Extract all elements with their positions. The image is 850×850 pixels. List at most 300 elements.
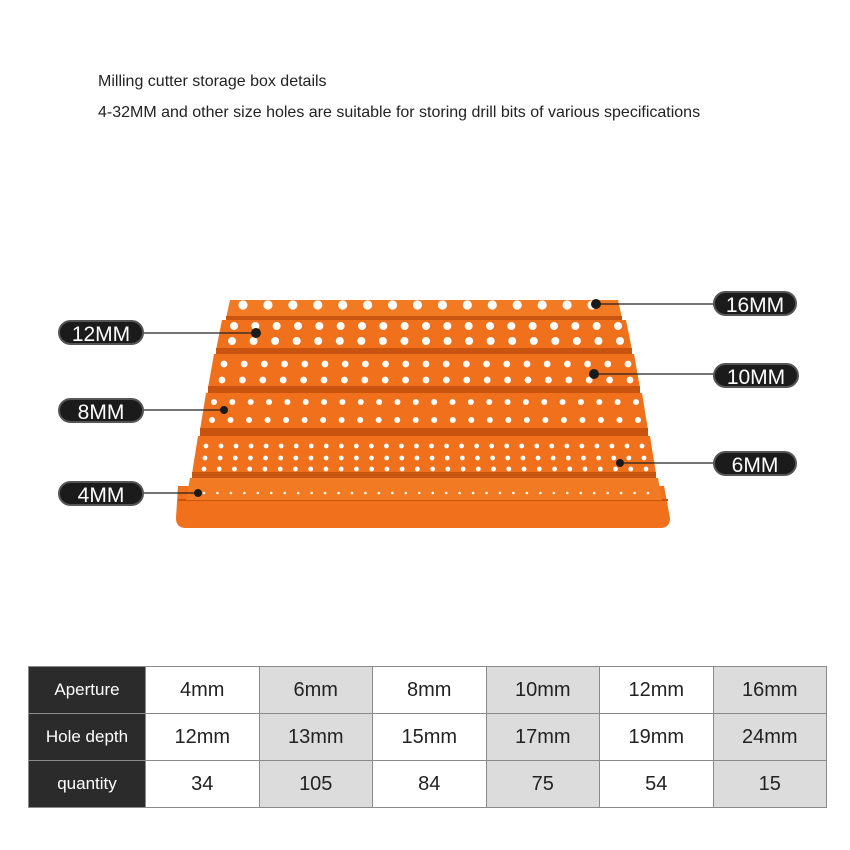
tray-hole [357, 417, 363, 423]
tray-hole [625, 361, 632, 368]
table-cell: 34 [146, 761, 260, 808]
tray-hole [218, 456, 223, 461]
tray-hole [230, 322, 238, 330]
tray-hole [443, 361, 450, 368]
tray-hole [376, 417, 382, 423]
tray-hole [565, 377, 572, 384]
tray-hole [281, 361, 288, 368]
tray-hole [584, 361, 591, 368]
callout-4mm: 4MM [58, 481, 144, 506]
tray-hole [202, 467, 207, 472]
tray-hole [250, 337, 258, 345]
tray-hole [524, 417, 530, 423]
tray-hole [415, 456, 420, 461]
tray-hole [593, 492, 596, 495]
tray-hole [422, 322, 430, 330]
tray-hole [284, 399, 290, 405]
tray-hole [542, 417, 548, 423]
tray-hole [280, 377, 287, 384]
table-cell: 15 [713, 761, 827, 808]
tray-hole [313, 300, 322, 309]
tray-hole [324, 467, 329, 472]
tray-hole [369, 456, 374, 461]
tray-hole [635, 417, 641, 423]
tray-hole [204, 444, 209, 449]
marker-12mm [251, 328, 261, 338]
tray-hole [369, 467, 374, 472]
marker-16mm [591, 299, 601, 309]
tray-hole [221, 361, 228, 368]
tray-hole [341, 377, 348, 384]
table-row-aperture [29, 667, 827, 714]
tray-hole [523, 399, 529, 405]
tray-hole [219, 444, 224, 449]
tray-hole [564, 361, 571, 368]
tray-hole [249, 444, 254, 449]
table-cell: 16mm [713, 667, 827, 714]
tray-hole [571, 322, 579, 330]
tray-hole [294, 322, 302, 330]
tray-hole [615, 399, 621, 405]
tray-hole [465, 337, 473, 345]
tray-hole [579, 417, 585, 423]
tray-hole [628, 467, 633, 472]
tray-hole [567, 467, 572, 472]
tray-hole [465, 322, 473, 330]
tray-hole [414, 444, 419, 449]
tray-hole [293, 337, 301, 345]
tray-hole [458, 492, 461, 495]
tray-hole [320, 417, 326, 423]
tray-hole [241, 361, 248, 368]
tray-hole [468, 399, 474, 405]
tier-10mm [208, 354, 640, 388]
tray-hole [561, 417, 567, 423]
tray-hole [486, 322, 494, 330]
tray-hole [549, 444, 554, 449]
tray-hole [487, 417, 493, 423]
tray-hole [522, 467, 527, 472]
tray-hole [529, 322, 537, 330]
tray-hole [594, 444, 599, 449]
tray-hole [358, 399, 364, 405]
table-cell: 15mm [373, 714, 487, 761]
tray-hole [382, 377, 389, 384]
tray-hole [382, 361, 389, 368]
tray-hole [288, 300, 297, 309]
tray-hole [513, 300, 522, 309]
tray-hole [468, 417, 474, 423]
description-header [98, 72, 700, 134]
tray-hole [562, 300, 571, 309]
tray-hole [640, 444, 645, 449]
tray-hole [583, 467, 588, 472]
tray-hole [578, 399, 584, 405]
tray-hole [400, 467, 405, 472]
tray-hole [337, 322, 345, 330]
tray-hole [620, 492, 623, 495]
callout-6mm: 6MM [713, 451, 797, 476]
table-cell: 105 [259, 761, 373, 808]
tray-hole [310, 492, 313, 495]
tray-hole [229, 399, 235, 405]
tray-hole [303, 399, 309, 405]
tray-hole [550, 322, 558, 330]
tray-hole [263, 456, 268, 461]
tray-hole [593, 322, 601, 330]
table-cell: 12mm [146, 714, 260, 761]
tray-hole [384, 444, 389, 449]
tray-hole [265, 417, 271, 423]
tray-hole [625, 444, 630, 449]
tier-8mm [200, 393, 648, 430]
table-cell: 19mm [600, 714, 714, 761]
tray-hole [363, 300, 372, 309]
tray-hole [216, 492, 219, 495]
table-row-hole-depth [29, 714, 827, 761]
tray-hole [444, 444, 449, 449]
tray-hole [339, 456, 344, 461]
tray-hole [579, 492, 582, 495]
tray-hole [627, 377, 634, 384]
tray-hole [551, 337, 559, 345]
header-title: Milling cutter storage box details [98, 73, 327, 90]
tray-hole [263, 300, 272, 309]
tray-hole [484, 377, 491, 384]
tray-hole [324, 444, 329, 449]
tray-hole [430, 456, 435, 461]
tray-hole [248, 399, 254, 405]
tray-hole [594, 337, 602, 345]
tray-hole [263, 467, 268, 472]
tray-hole [209, 417, 215, 423]
tray-hole [337, 492, 340, 495]
tray-hole [525, 377, 532, 384]
tray-hole [322, 361, 329, 368]
tray-hole [461, 467, 466, 472]
tray-hole [361, 377, 368, 384]
tray-hole [358, 322, 366, 330]
callout-12mm: 12MM [58, 320, 144, 345]
tray-hole [598, 417, 604, 423]
tray-hole [430, 467, 435, 472]
tray-hole [399, 456, 404, 461]
tray-hole [270, 492, 273, 495]
table-cell: 54 [600, 761, 714, 808]
table-cell: 24mm [713, 714, 827, 761]
tray-hole [400, 337, 408, 345]
marker-10mm [589, 369, 599, 379]
tray-hole [489, 444, 494, 449]
tray-hole [301, 361, 308, 368]
row-label-aperture: Aperture [29, 667, 146, 714]
tray-hole [266, 399, 272, 405]
row-label-quantity: quantity [29, 761, 146, 808]
tray-hole [474, 444, 479, 449]
table-row-quantity [29, 761, 827, 808]
tray-hole [309, 456, 314, 461]
tray-hole [534, 444, 539, 449]
tray-hole [228, 417, 234, 423]
tray-hole [388, 300, 397, 309]
tray-hole [564, 444, 569, 449]
tray-hole [342, 361, 349, 368]
tray-hole [506, 467, 511, 472]
marker-6mm [616, 459, 624, 467]
tray-hole [539, 492, 542, 495]
tray-hole [308, 467, 313, 472]
tray-hole [394, 417, 400, 423]
tray-hole [423, 377, 430, 384]
table-cell: 84 [373, 761, 487, 808]
tray-hole [413, 399, 419, 405]
tier-16mm [226, 300, 622, 318]
tray-hole [459, 444, 464, 449]
tray-hole [233, 456, 238, 461]
tray-hole [394, 399, 400, 405]
row-label-hole-depth: Hole depth [29, 714, 146, 761]
tray-hole [324, 492, 327, 495]
tray-hole [302, 417, 308, 423]
tray-hole [566, 492, 569, 495]
tray-hole [566, 456, 571, 461]
tray-hole [438, 300, 447, 309]
tray-hole [616, 337, 624, 345]
tray-hole [379, 322, 387, 330]
tray-hole [445, 456, 450, 461]
tray-hole [413, 417, 419, 423]
tray-hole [581, 456, 586, 461]
tray-hole [491, 467, 496, 472]
tray-hole [246, 417, 252, 423]
tray-hole [611, 456, 616, 461]
tray-hole [211, 399, 217, 405]
tray-hole [596, 399, 602, 405]
table-cell: 12mm [600, 667, 714, 714]
tray-hole [238, 300, 247, 309]
tray-hole [551, 456, 556, 461]
tray-hole [505, 417, 511, 423]
tray-hole [314, 337, 322, 345]
tray-hole [450, 399, 456, 405]
tray-hole [490, 456, 495, 461]
tray-hole [339, 417, 345, 423]
tray-hole [293, 467, 298, 472]
tray-hole [633, 492, 636, 495]
tray-hole [499, 492, 502, 495]
tray-hole [203, 456, 208, 461]
tray-hole [507, 322, 515, 330]
tray-hole [486, 399, 492, 405]
tray-hole [505, 399, 511, 405]
tray-hole [294, 444, 299, 449]
tray-hole [243, 492, 246, 495]
tray-hole [321, 377, 328, 384]
tray-hole [422, 337, 430, 345]
tray-hole [537, 467, 542, 472]
tray-hole [598, 467, 603, 472]
tray-hole [228, 337, 236, 345]
tray-hole [293, 456, 298, 461]
tray-hole [399, 444, 404, 449]
spec-table [28, 666, 827, 808]
table-cell: 10mm [486, 667, 600, 714]
tier-4mm [186, 478, 662, 500]
tray-hole [234, 444, 239, 449]
tray-hole [297, 492, 300, 495]
tray-hole [504, 444, 509, 449]
tray-hole [279, 444, 284, 449]
tray-hole [431, 492, 434, 495]
tray-hole [423, 361, 430, 368]
tray-hole [487, 337, 495, 345]
tray-hole [431, 399, 437, 405]
tray-hole [606, 492, 609, 495]
tray-hole [336, 337, 344, 345]
tray-hole [472, 492, 475, 495]
callout-16mm: 16MM [713, 291, 797, 316]
tray-hole [610, 444, 615, 449]
tray-hole [545, 377, 552, 384]
tray-hole [463, 377, 470, 384]
tray-hole [300, 377, 307, 384]
tray-hole [626, 456, 631, 461]
tray-hole [541, 399, 547, 405]
tray-hole [538, 300, 547, 309]
tray-hole [443, 322, 451, 330]
tray-hole [536, 456, 541, 461]
tray-hole [402, 377, 409, 384]
tray-hole [217, 467, 222, 472]
tray-hole [364, 492, 367, 495]
tray-hole [633, 399, 639, 405]
tray-hole [443, 377, 450, 384]
tray-hole [579, 444, 584, 449]
tray-hole [369, 444, 374, 449]
tray-hole [339, 444, 344, 449]
tray-hole [445, 492, 448, 495]
tray-hole [552, 467, 557, 472]
tray-hole [647, 492, 650, 495]
tray-hole [504, 377, 511, 384]
tray-hole [644, 467, 649, 472]
tray-hole [614, 322, 622, 330]
tray-hole [405, 492, 408, 495]
tray-hole [278, 456, 283, 461]
tray-hole [508, 337, 516, 345]
callout-10mm: 10MM [713, 363, 799, 388]
tray-hole [402, 361, 409, 368]
tray-hole [604, 361, 611, 368]
tray-hole [613, 467, 618, 472]
tray-hole [384, 456, 389, 461]
tray-hole [530, 337, 538, 345]
tray-hole [488, 300, 497, 309]
tray-hole [339, 467, 344, 472]
tray-hole [283, 417, 289, 423]
tray-hole [232, 467, 237, 472]
table-cell: 6mm [259, 667, 373, 714]
tray-hole [524, 361, 531, 368]
tray-hole [379, 337, 387, 345]
tray-hole [203, 492, 206, 495]
marker-4mm [194, 489, 202, 497]
tray-hole [616, 417, 622, 423]
tray-hole [503, 361, 510, 368]
tray-hole [444, 337, 452, 345]
tray-hole [384, 467, 389, 472]
tray-hole [431, 417, 437, 423]
tray-hole [248, 456, 253, 461]
table-cell: 8mm [373, 667, 487, 714]
tray-hole [378, 492, 381, 495]
tray-hole [391, 492, 394, 495]
tray-hole [324, 456, 329, 461]
tray-hole [283, 492, 286, 495]
tray-hole [259, 377, 266, 384]
tray-hole [485, 492, 488, 495]
tray-hole [544, 361, 551, 368]
marker-8mm [220, 406, 228, 414]
tray-hole [247, 467, 252, 472]
tray-hole [450, 417, 456, 423]
tray-hole [338, 300, 347, 309]
tray-hole [264, 444, 269, 449]
callout-8mm: 8MM [58, 398, 144, 423]
tray-hole [273, 322, 281, 330]
tray-hole [354, 467, 359, 472]
tray-hole [526, 492, 529, 495]
tray-hole [520, 456, 525, 461]
tray-hole [606, 377, 613, 384]
tray-hole [512, 492, 515, 495]
tray-hole [596, 456, 601, 461]
tray-hole [573, 337, 581, 345]
tray-hole [642, 456, 647, 461]
tray-hole [354, 444, 359, 449]
tray-hole [271, 337, 279, 345]
tray-hole [354, 456, 359, 461]
table-cell: 4mm [146, 667, 260, 714]
tray-hole [429, 444, 434, 449]
tray-hole [357, 337, 365, 345]
tray-hole [445, 467, 450, 472]
tray-hole [261, 361, 268, 368]
tray-hole [278, 467, 283, 472]
tray-hole [463, 361, 470, 368]
tray-hole [505, 456, 510, 461]
tray-hole [413, 300, 422, 309]
tray-hole [309, 444, 314, 449]
table-cell: 13mm [259, 714, 373, 761]
table-cell: 75 [486, 761, 600, 808]
tray-hole [476, 467, 481, 472]
tray-hole [418, 492, 421, 495]
tray-hole [339, 399, 345, 405]
tray-hole [321, 399, 327, 405]
tray-hole [219, 377, 226, 384]
tray-hole [376, 399, 382, 405]
tray-hole [315, 322, 323, 330]
tray-hole [351, 492, 354, 495]
tray-hole [230, 492, 233, 495]
table-cell: 17mm [486, 714, 600, 761]
tray-hole [560, 399, 566, 405]
tray-hole [519, 444, 524, 449]
tray-hole [257, 492, 260, 495]
tray-hole [553, 492, 556, 495]
tray-hole [475, 456, 480, 461]
